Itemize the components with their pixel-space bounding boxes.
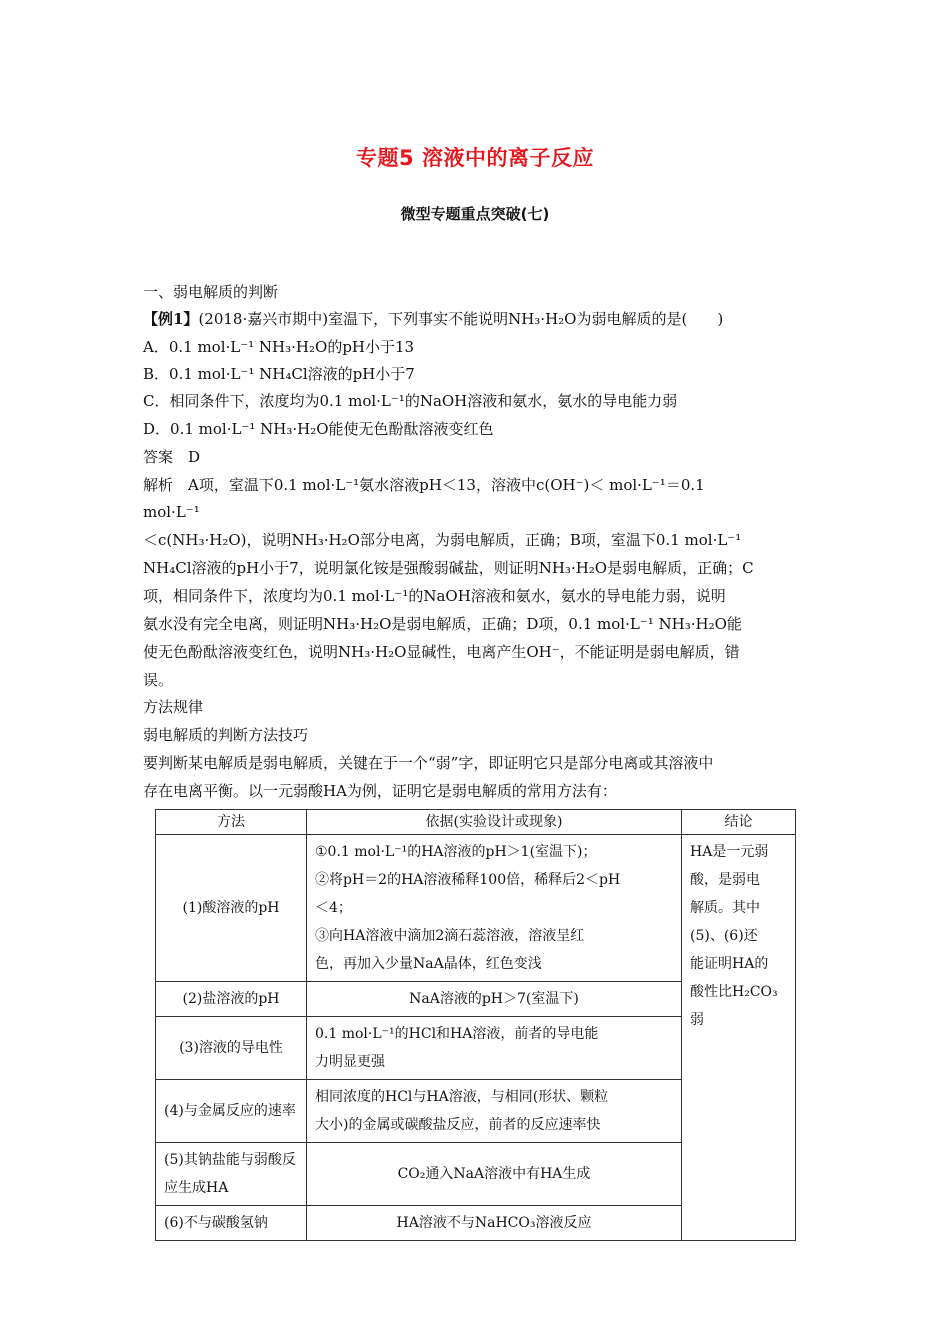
analysis-line: 项，相同条件下，浓度均为0.1 mol·L⁻¹的NaOH溶液和氨水，氨水的导电能力弱，说明 (143, 587, 726, 605)
method-cell: (2)盐溶液的pH (156, 982, 307, 1017)
methods-table (155, 809, 796, 1241)
basis-line: 色，再加入少量NaA晶体，红色变浅 (315, 956, 542, 972)
analysis-line: mol·L⁻¹ (143, 503, 200, 521)
answer: 答案 D (143, 448, 201, 466)
conclusion-line: 酸性比H₂CO₃ (690, 984, 778, 1000)
example-tag: 【例1】 (143, 310, 199, 328)
analysis-line: 误。 (143, 671, 174, 689)
section-heading: 一、弱电解质的判断 (143, 283, 279, 301)
basis-line: ③向HA溶液中滴加2滴石蕊溶液，溶液呈红 (315, 928, 585, 944)
basis-cell (307, 835, 682, 982)
option-c: C．相同条件下，浓度均为0.1 mol·L⁻¹的NaOH溶液和氨水，氨水的导电能力弱 (143, 392, 678, 410)
method-cell: (1)酸溶液的pH (156, 835, 307, 982)
method-intro-line: 要判断某电解质是弱电解质，关键在于一个“弱”字，即证明它只是部分电离或其溶液中 (143, 754, 714, 772)
method-cell: (3)溶液的导电性 (156, 1017, 307, 1080)
method-cell: (6)不与碳酸氢钠 (156, 1206, 307, 1241)
conclusion-line: 能证明HA的 (690, 956, 769, 972)
method-cell: (5)其钠盐能与弱酸反应生成HA (156, 1143, 307, 1206)
analysis-line: 氨水没有完全电离，则证明NH₃·H₂O是弱电解质，正确；D项，0.1 mol·L⁻¹ NH₃·H₂O能 (143, 615, 742, 633)
basis-line: ②将pH＝2的HA溶液稀释100倍，稀释后2＜pH (315, 872, 621, 888)
example-stem (143, 309, 813, 329)
conclusion-line: 解质。其中 (690, 900, 760, 916)
table-header-row (156, 810, 796, 835)
page-subtitle: 微型专题重点突破(七) (400, 205, 550, 223)
analysis-line: NH₄Cl溶液的pH小于7，说明氯化铵是强酸弱碱盐，则证明NH₃·H₂O是弱电解质，正确；C (143, 559, 754, 577)
conclusion-line: (5)、(6)还 (690, 928, 758, 944)
option-b: B．0.1 mol·L⁻¹ NH₄Cl溶液的pH小于7 (143, 365, 415, 383)
basis-cell: NaA溶液的pH＞7(室温下) (307, 982, 682, 1017)
method-intro-line: 存在电离平衡。以一元弱酸HA为例，证明它是弱电解质的常用方法有： (143, 782, 617, 800)
analysis-line: 解析 A项，室温下0.1 mol·L⁻¹氨水溶液pH＜13，溶液中c(OH⁻)＜ mol·L⁻¹＝0.1 (143, 476, 705, 494)
basis-line: 0.1 mol·L⁻¹的HCl和HA溶液，前者的导电能 (315, 1026, 599, 1042)
basis-cell (307, 1017, 682, 1080)
option-a: A．0.1 mol·L⁻¹ NH₃·H₂O的pH小于13 (143, 338, 415, 356)
basis-cell: CO₂通入NaA溶液中有HA生成 (307, 1143, 682, 1206)
basis-line: 力明显更强 (315, 1054, 385, 1070)
basis-line: ＜4； (315, 900, 352, 916)
header-method: 方法 (156, 810, 307, 835)
basis-cell: HA溶液不与NaHCO₃溶液反应 (307, 1206, 682, 1241)
analysis-line: 使无色酚酞溶液变红色，说明NH₃·H₂O显碱性，电离产生OH⁻，不能证明是弱电解质，错 (143, 643, 740, 661)
basis-cell (307, 1080, 682, 1143)
page-title: 专题5 溶液中的离子反应 (356, 146, 594, 170)
analysis-line: ＜c(NH₃·H₂O)，说明NH₃·H₂O部分电离，为弱电解质，正确；B项，室温下0.1 mol·L⁻¹ (143, 531, 742, 549)
basis-line: 大小)的金属或碳酸盐反应，前者的反应速率快 (315, 1117, 601, 1133)
conclusion-line: 弱 (690, 1012, 704, 1028)
method-cell: (4)与金属反应的速率 (156, 1080, 307, 1143)
method-title: 弱电解质的判断方法技巧 (143, 726, 309, 744)
conclusion-cell (682, 835, 796, 1241)
example-stem-text: (2018·嘉兴市期中)室温下，下列事实不能说明NH₃·H₂O为弱电解质的是( ) (198, 310, 724, 328)
option-d: D．0.1 mol·L⁻¹ NH₃·H₂O能使无色酚酞溶液变红色 (143, 420, 494, 438)
header-conclusion: 结论 (682, 810, 796, 835)
header-basis: 依据(实验设计或现象) (307, 810, 682, 835)
table-row (156, 835, 796, 982)
conclusion-line: 酸，是弱电 (690, 872, 760, 888)
basis-line: 相同浓度的HCl与HA溶液，与相同(形状、颗粒 (315, 1089, 609, 1105)
method-heading: 方法规律 (143, 698, 204, 716)
basis-line: ①0.1 mol·L⁻¹的HA溶液的pH＞1(室温下)； (315, 844, 597, 860)
conclusion-line: HA是一元弱 (690, 844, 769, 860)
